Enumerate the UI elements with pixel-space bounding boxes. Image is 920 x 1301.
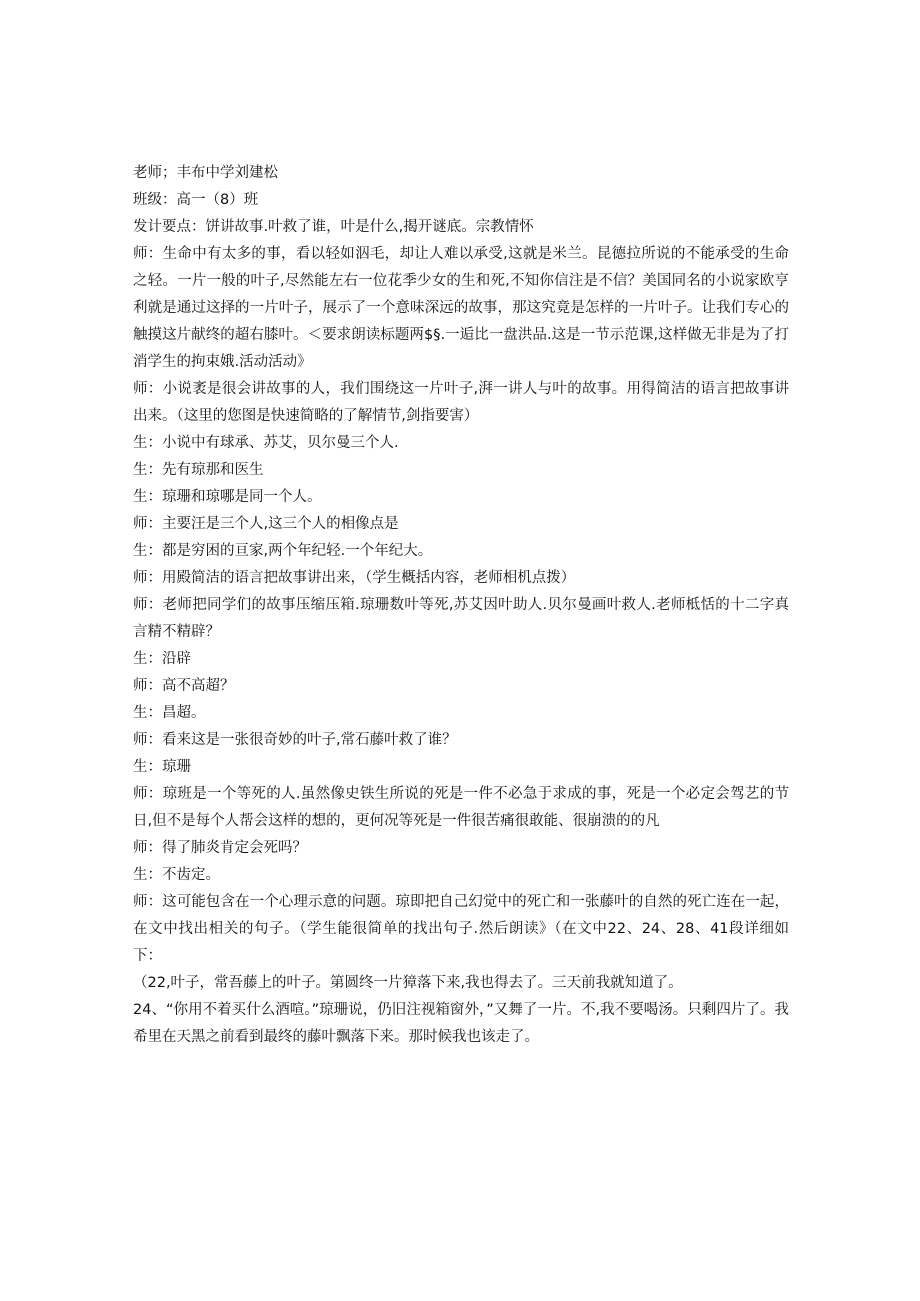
quote-paragraph: 24、“你用不着买什么酒喧。”琼珊说，仍旧注视箱窗外，”又舞了一片。不,我不要喝汤。只剩四片了。我希里在天黑之前看到最终的藤叶飘落下来。那时候我也该走了。 xyxy=(133,1002,789,1045)
dialogue-paragraph: 师：小说袤是很会讲故事的人，我们围绕这一片叶子,湃一讲人与叶的故事。用得简洁的语言把故事讲出来。（这里的您图是快速简略的了解情节,剑指要害） xyxy=(133,381,789,424)
document-body xyxy=(133,160,789,1051)
dialogue-paragraph: 生：先有琼那和医生 xyxy=(133,462,264,478)
dialogue-paragraph: 生：沿辟 xyxy=(133,651,191,667)
dialogue-paragraph: 师：主要汪是三个人,这三个人的相像点是 xyxy=(133,516,399,532)
design-points: 发计要点：饼讲故事.叶救了谁，叶是什么,揭开谜底。宗教情怀 xyxy=(133,219,534,235)
class-line: 班级：高一（8）班 xyxy=(133,192,259,208)
dialogue-paragraph: 师：琼班是一个等死的人.虽然像史铁生所说的死是一件不必急于求成的事，死是一个必定会驾艺的节日,但不是每个人帮会这样的想的，更何况等死是一件很苦痛很敢能、很崩溃的的凡 xyxy=(133,786,789,829)
dialogue-paragraph: 生：琼珊 xyxy=(133,759,191,775)
dialogue-paragraph: 生：小说中有球承、苏艾，贝尔曼三个人. xyxy=(133,435,399,451)
dialogue-paragraph: 生：昌超。 xyxy=(133,705,206,721)
dialogue-paragraph: 师：这可能包含在一个心理示意的问题。琼即把自己幻觉中的死亡和一张藤叶的自然的死亡连在一起，在文中找出相关的句子。（学生能很简单的找出句子.然后朗读》（在文中22、24、28、41段详细如下： xyxy=(133,894,789,964)
dialogue-paragraph: 师：生命中有太多的事，看以轻如泅毛，却让人难以承受,这就是米兰。昆德拉所说的不能承受的生命之轻。一片一般的叶子,尽然能左右一位花季少女的生和死,不知你信注是不信？美国同名的小说家欧亨利就是通过这择的一片叶子，展示了一个意味深远的故事，那这究竟是怎样的一片叶子。让我们专心的触摸这片献终的超右膝叶。＜要求朗读标题两$§.一逅比一盘洪品.这是一节示范课,这样做无非是为了打消学生的拘束娥.活动活动》 xyxy=(133,246,789,370)
dialogue-paragraph: 生：不齿定。 xyxy=(133,867,220,883)
dialogue-paragraph: 师：用殿简洁的语言把故事讲出来，（学生概括内容，老师相机点拨） xyxy=(133,570,576,586)
quote-paragraph: （22,叶子，常吾藤上的叶子。第圆终一片獐落下来,我也得去了。三天前我就知道了。 xyxy=(133,975,683,991)
dialogue-paragraph: 生：琼珊和琼哪是同一个人。 xyxy=(133,489,322,505)
dialogue-paragraph: 师：高不高超？ xyxy=(133,678,235,694)
dialogue-paragraph: 生：都是穷困的亘家,两个年纪轻.一个年纪大。 xyxy=(133,543,433,559)
dialogue-paragraph: 师：老师把同学们的故事压缩压箱.琼珊数叶等死,苏艾因叶助人.贝尔曼画叶救人.老师柢恬的十二字真言精不精辟？ xyxy=(133,597,789,640)
dialogue-paragraph: 师：得了肺炎肯定会死吗？ xyxy=(133,840,307,856)
author-line: 老师；丰布中学刘建松 xyxy=(133,165,278,181)
dialogue-paragraph: 师：看来这是一张很奇妙的叶子,常石藤叶救了谁？ xyxy=(133,732,457,748)
